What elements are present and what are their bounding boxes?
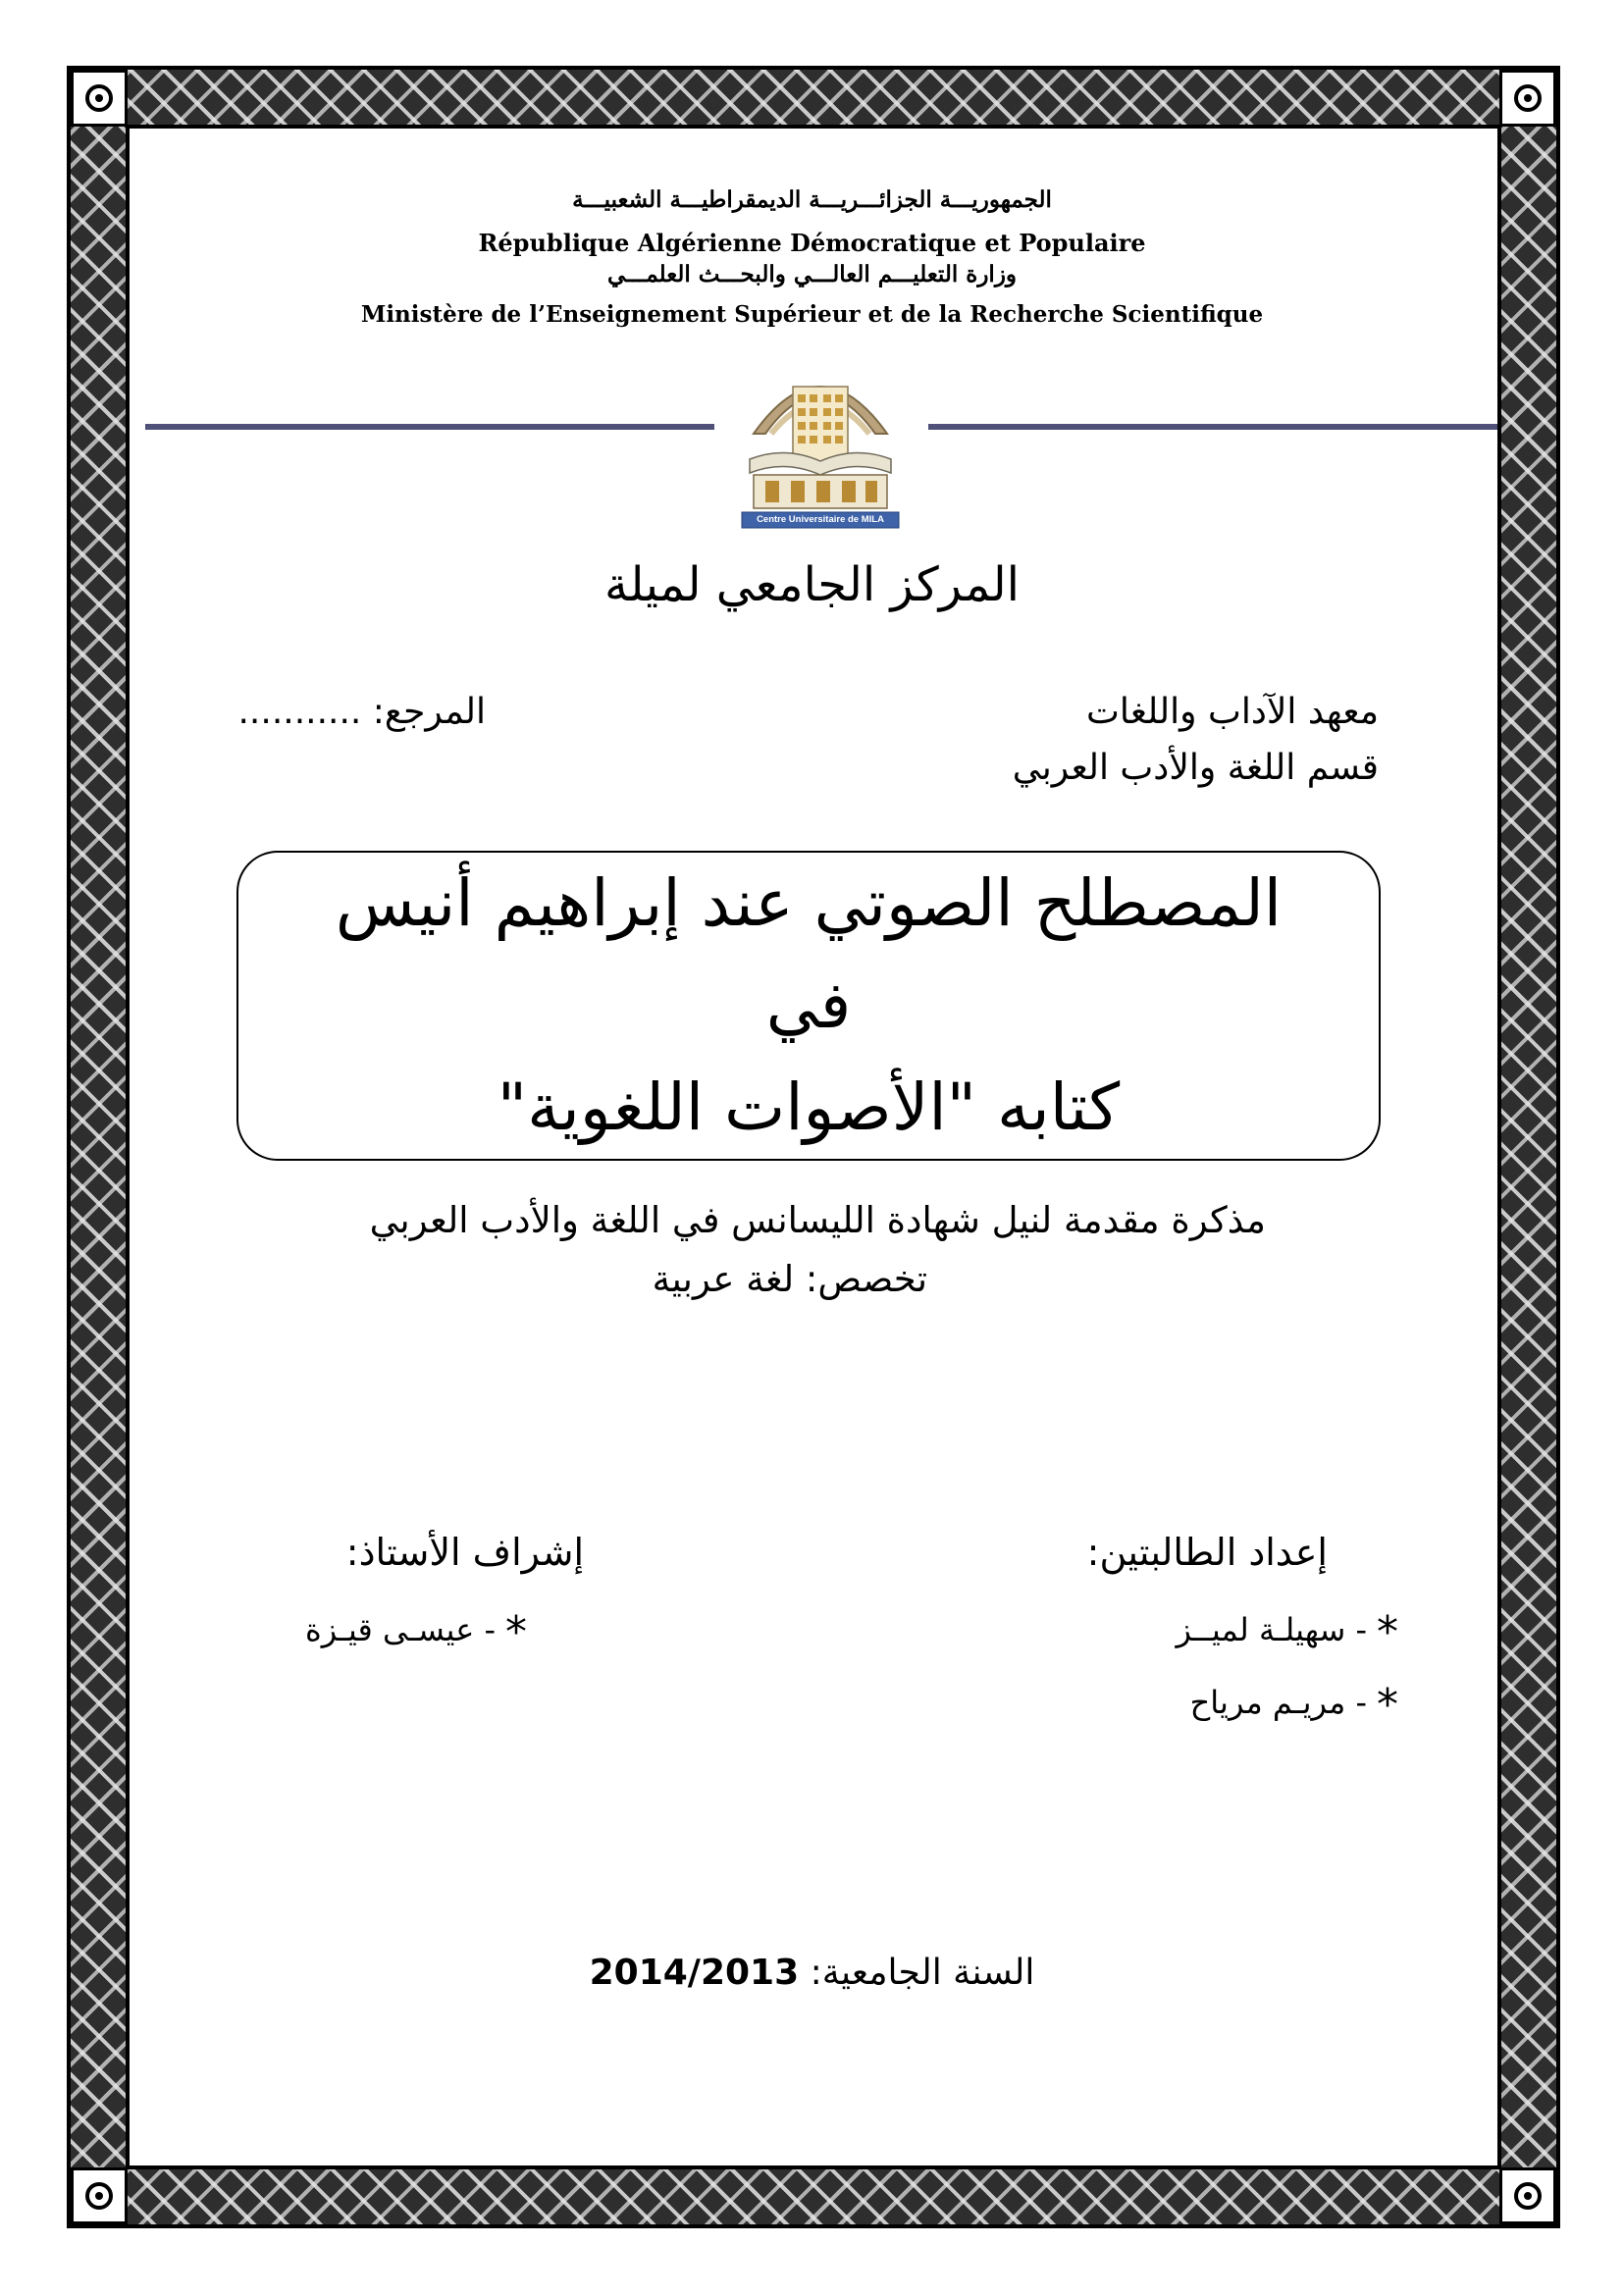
republic-name-arabic: الجمهوريـــة الجزائـــريـــة الديمقراطيـــة الشعبيـــة: [572, 186, 1052, 213]
frame-band-bottom: [71, 2167, 1556, 2224]
institute-name: معهد الآداب واللغات: [1086, 692, 1379, 732]
university-building-icon: [732, 343, 909, 530]
institution-name: المركز الجامعي لميلة: [604, 557, 1020, 612]
professor-name: [305, 1607, 527, 1657]
corner-ornament-icon: [1499, 2167, 1556, 2224]
academic-year-label: السنة الجامعية:: [799, 1953, 1035, 1993]
bullet-star: *: [1377, 1680, 1398, 1730]
academic-year: [0, 1953, 1624, 1993]
bullet-star: *: [1377, 1607, 1398, 1657]
department-name: قسم اللغة والأدب العربي: [1012, 748, 1379, 788]
thesis-title-line-2: كتابه "الأصوات اللغوية": [497, 1070, 1121, 1145]
corner-ornament-icon: [71, 70, 128, 127]
prepared-by-label: إعداد الطالبتين:: [1086, 1531, 1328, 1574]
frame-band-top: [71, 70, 1556, 127]
header-divider-right: [928, 424, 1497, 430]
thesis-title-line-1: المصطلح الصوتي عند إبراهيم أنيس في: [335, 865, 1283, 1043]
professor-name-text: - عيسـى قيـزة: [305, 1611, 496, 1648]
student-name-text: - مريـم مرياح: [1189, 1684, 1367, 1721]
frame-band-right: [1499, 70, 1556, 2224]
frame-band-left: [71, 70, 128, 2224]
specialization: تخصص: لغة عربية: [652, 1258, 927, 1300]
corner-ornament-icon: [1499, 70, 1556, 127]
logo-caption: Centre Universitaire de MILA: [757, 514, 884, 525]
header-divider-left: [145, 424, 714, 430]
student-name: [1176, 1607, 1398, 1657]
academic-year-value: 2014/2013: [589, 1953, 800, 1993]
thesis-title-box: [236, 851, 1381, 1161]
supervision-label: إشراف الأستاذ:: [345, 1531, 584, 1574]
thesis-title: [298, 853, 1319, 1159]
reference-field: المرجع: ...........: [237, 692, 486, 732]
ministry-name-arabic: وزارة التعليـــم العالـــي والبحـــث العلمـــي: [606, 261, 1018, 287]
ministry-name-french: Ministère de l’Enseignement Supérieur et de la Recherche Scientifique: [360, 301, 1264, 328]
student-name-text: - سهيلـة لميــز: [1176, 1611, 1367, 1648]
corner-ornament-icon: [71, 2167, 128, 2224]
student-name: [1190, 1680, 1398, 1730]
memo-description: مذكرة مقدمة لنيل شهادة الليسانس في اللغة والأدب العربي: [369, 1199, 1266, 1241]
republic-name-french: République Algérienne Démocratique et Populaire: [478, 229, 1146, 257]
bullet-star: *: [505, 1607, 527, 1657]
